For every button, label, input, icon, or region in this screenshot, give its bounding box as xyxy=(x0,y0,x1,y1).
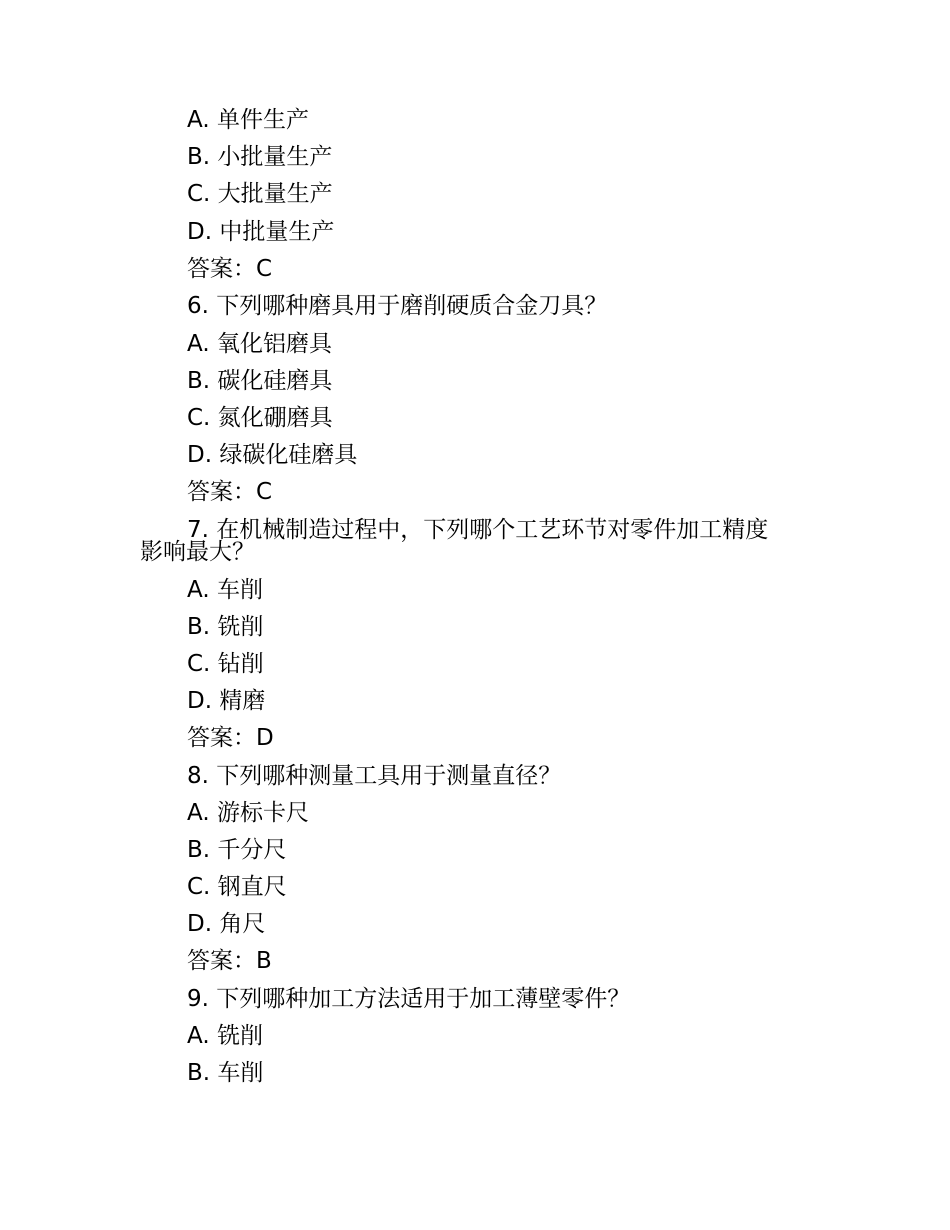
option-c-q5: C. 大批量生产 xyxy=(187,181,333,207)
question-6: 6. 下列哪种磨具用于磨削硬质合金刀具？ xyxy=(187,293,608,319)
option-a-q5: A. 单件生产 xyxy=(187,107,309,133)
option-b-q8: B. 千分尺 xyxy=(187,837,287,863)
option-b-q9: B. 车削 xyxy=(187,1060,264,1086)
option-d-q8: D. 角尺 xyxy=(187,911,266,937)
option-b-q7: B. 铣削 xyxy=(187,614,264,640)
question-7-continuation: 影响最大？ xyxy=(140,539,255,565)
option-c-q8: C. 钢直尺 xyxy=(187,874,287,900)
answer-q8: 答案：B xyxy=(187,948,272,974)
option-a-q8: A. 游标卡尺 xyxy=(187,800,309,826)
option-a-q6: A. 氧化铝磨具 xyxy=(187,331,332,357)
option-d-q5: D. 中批量生产 xyxy=(187,219,335,245)
option-d-q7: D. 精磨 xyxy=(187,688,266,714)
answer-q5: 答案：C xyxy=(187,256,273,282)
option-c-q7: C. 钻削 xyxy=(187,651,264,677)
option-c-q6: C. 氮化硼磨具 xyxy=(187,405,333,431)
answer-q6: 答案：C xyxy=(187,479,273,505)
option-b-q5: B. 小批量生产 xyxy=(187,144,333,170)
question-7: 7. 在机械制造过程中，下列哪个工艺环节对零件加工精度 xyxy=(187,517,769,543)
question-8: 8. 下列哪种测量工具用于测量直径？ xyxy=(187,763,562,789)
option-d-q6: D. 绿碳化硅磨具 xyxy=(187,442,358,468)
option-b-q6: B. 碳化硅磨具 xyxy=(187,368,333,394)
answer-q7: 答案：D xyxy=(187,725,274,751)
option-a-q9: A. 铣削 xyxy=(187,1023,263,1049)
option-a-q7: A. 车削 xyxy=(187,577,263,603)
question-9: 9. 下列哪种加工方法适用于加工薄壁零件？ xyxy=(187,986,631,1012)
